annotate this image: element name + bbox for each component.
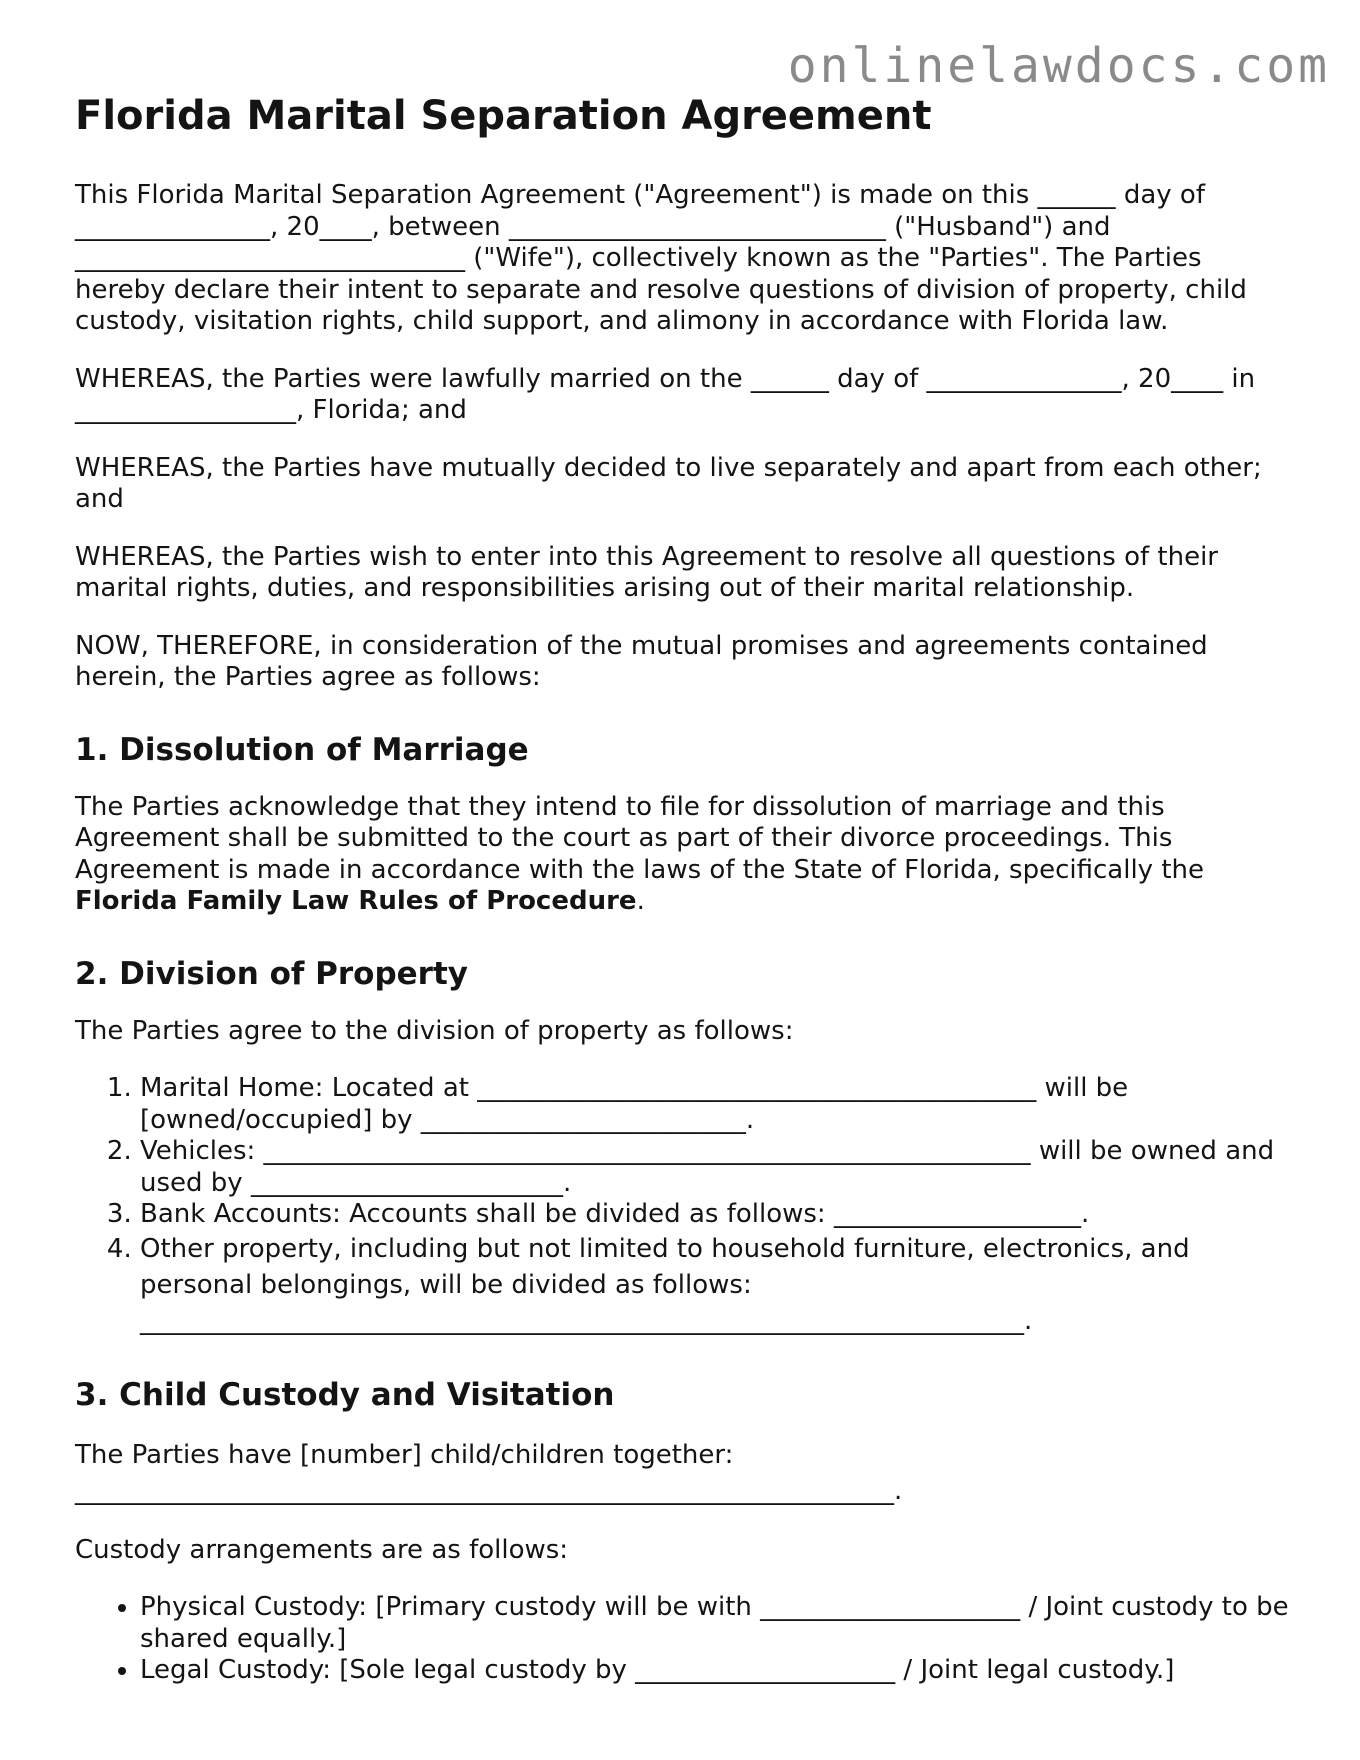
section-1-bold-reference: Florida Family Law Rules of Procedure xyxy=(75,886,637,916)
whereas-clause-2: WHEREAS, the Parties have mutually decided to live separately and apart from each other; and xyxy=(75,452,1262,514)
custody-item-physical: • Physical Custody: [Primary custody will be with ____________________ / Joint custody to be shared equally.] xyxy=(140,1592,1290,1655)
section-2-heading: 2. Division of Property xyxy=(75,955,468,992)
property-item-marital-home: 1. Marital Home: Located at ___________________________________________ will be [owned/occupied] by _________________________. xyxy=(140,1073,1290,1136)
section-2-intro: The Parties agree to the division of property as follows: xyxy=(75,1015,794,1046)
whereas-clause-3: WHEREAS, the Parties wish to enter into this Agreement to resolve all questions of their marital rights, duties, and responsibilities arising out of their marital relationship. xyxy=(75,541,1218,603)
property-item-vehicles: 2. Vehicles: ___________________________________________________________ will be owned and used by ________________________. xyxy=(140,1136,1290,1199)
section-1-paragraph xyxy=(75,792,1290,918)
section-1-text: The Parties acknowledge that they intend to file for dissolution of marriage and this Agreement shall be submitted to the court as part of their divorce proceedings. This Agreement is made in accordance with the laws of the State of Florida, specifically the xyxy=(75,791,1204,885)
section-1-heading: 1. Dissolution of Marriage xyxy=(75,731,529,768)
watermark: onlinelawdocs.com xyxy=(787,38,1330,94)
intro-paragraph: This Florida Marital Separation Agreement ("Agreement") is made on this ______ day of _______________, 20____, between _____________________________ ("Husband") and ______________________________ ("Wife"), collectively known as the "Parties". The Parties hereby declare their intent to separate and resolve questions of division of property, child custody, visitation rights, child support, and alimony in accordance with Florida law. xyxy=(75,180,1247,336)
document-title: Florida Marital Separation Agreement xyxy=(75,93,932,139)
now-therefore-clause: NOW, THEREFORE, in consideration of the mutual promises and agreements contained herein, the Parties agree as follows: xyxy=(75,630,1208,692)
custody-item-legal: • Legal Custody: [Sole legal custody by ____________________ / Joint legal custody.] xyxy=(140,1655,1290,1687)
section-3-custody-intro: Custody arrangements are as follows: xyxy=(75,1534,569,1565)
property-list xyxy=(75,1073,1290,1339)
document-body xyxy=(75,88,1290,1713)
custody-list xyxy=(75,1592,1290,1687)
section-1-end: . xyxy=(636,886,645,916)
whereas-clause-1: WHEREAS, the Parties were lawfully married on the ______ day of _______________, 20____ in _________________, Florida; and xyxy=(75,363,1256,425)
property-item-bank-accounts: 3. Bank Accounts: Accounts shall be divided as follows: ___________________. xyxy=(140,1199,1290,1231)
section-3-heading: 3. Child Custody and Visitation xyxy=(75,1376,615,1413)
section-3-children: The Parties have [number] child/children together: _______________________________________________________________. xyxy=(75,1439,903,1506)
property-item-other: 4. Other property, including but not limited to household furniture, electronics, and personal belongings, will be divided as follows: ____________________________________________________________________. xyxy=(140,1231,1290,1339)
